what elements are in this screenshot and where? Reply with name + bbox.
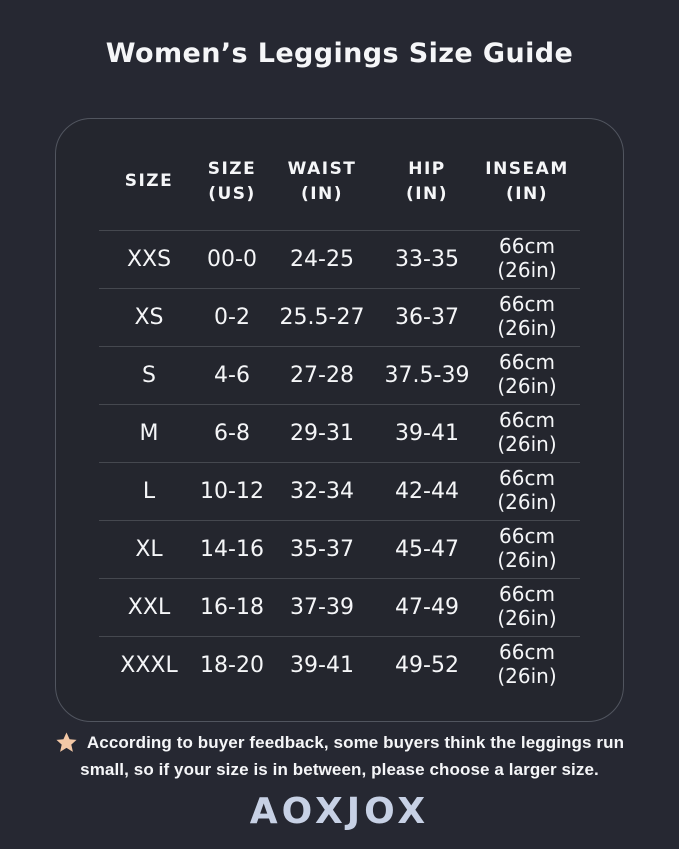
feedback-note-line1-wrap [55, 729, 624, 756]
feedback-note [0, 729, 679, 783]
column-header-line: SIZE [124, 171, 174, 192]
cell-inseam-in: (26in) [497, 374, 557, 398]
cell-inseam-in: (26in) [497, 606, 557, 630]
feedback-note-line1: According to buyer feedback, some buyers think the leggings run [86, 733, 625, 752]
table-body [56, 230, 623, 694]
cell-hip: 37.5-39 [384, 362, 470, 388]
cell-inseam-cm: 66cm [499, 350, 555, 375]
page-title: Women’s Leggings Size Guide [105, 38, 574, 69]
cell-size: XL [135, 536, 163, 562]
table-row [56, 288, 623, 346]
cell-hip: 45-47 [395, 536, 459, 562]
column-header-line: (IN) [505, 183, 549, 204]
cell-size-us: 0-2 [214, 304, 250, 330]
cell-inseam-cm: 66cm [499, 466, 555, 491]
cell-size-us: 00-0 [207, 246, 257, 272]
cell-inseam [472, 467, 582, 514]
cell-waist: 39-41 [290, 652, 354, 678]
column-header-line: INSEAM [485, 158, 569, 179]
cell-size: XXXL [120, 652, 178, 678]
column-header-line: WAIST [287, 158, 357, 179]
cell-inseam [472, 409, 582, 456]
table-row [56, 578, 623, 636]
table-row [56, 462, 623, 520]
cell-waist: 29-31 [290, 420, 354, 446]
cell-size: S [142, 362, 156, 388]
column-header-line: (IN) [405, 183, 449, 204]
cell-inseam-in: (26in) [497, 548, 557, 572]
cell-size-us: 10-12 [200, 478, 264, 504]
cell-size: XS [134, 304, 164, 330]
column-header-line: (US) [208, 183, 256, 204]
table-row [56, 520, 623, 578]
cell-inseam-cm: 66cm [499, 408, 555, 433]
cell-inseam-in: (26in) [497, 432, 557, 456]
table-row [56, 636, 623, 694]
table-row [56, 404, 623, 462]
cell-inseam-cm: 66cm [499, 582, 555, 607]
column-header-line: HIP [408, 158, 446, 179]
cell-inseam [472, 583, 582, 630]
size-table-card [55, 118, 624, 722]
table-header-row [56, 119, 623, 230]
cell-waist: 37-39 [290, 594, 354, 620]
feedback-note-line2: small, so if your size is in between, please choose a larger size. [80, 760, 599, 779]
cell-inseam [472, 641, 582, 688]
cell-size: L [142, 478, 156, 504]
cell-size-us: 4-6 [214, 362, 250, 388]
cell-size: XXL [127, 594, 171, 620]
cell-waist: 32-34 [290, 478, 354, 504]
cell-inseam-cm: 66cm [499, 292, 555, 317]
cell-inseam-in: (26in) [497, 664, 557, 688]
column-header-waist [262, 157, 382, 206]
column-header-inseam [472, 157, 582, 206]
column-header-line: (IN) [300, 183, 344, 204]
cell-inseam-in: (26in) [497, 316, 557, 340]
cell-waist: 35-37 [290, 536, 354, 562]
cell-inseam-cm: 66cm [499, 234, 555, 259]
cell-hip: 49-52 [395, 652, 459, 678]
cell-size-us: 18-20 [200, 652, 264, 678]
table-row [56, 346, 623, 404]
column-header-line: SIZE [207, 158, 257, 179]
cell-waist: 24-25 [290, 246, 354, 272]
cell-inseam [472, 235, 582, 282]
table-row [56, 230, 623, 288]
cell-size: XXS [126, 246, 172, 272]
cell-hip: 47-49 [395, 594, 459, 620]
cell-inseam-in: (26in) [497, 258, 557, 282]
column-header-size [96, 169, 202, 194]
star-icon [55, 731, 78, 754]
cell-hip: 33-35 [395, 246, 459, 272]
cell-inseam [472, 293, 582, 340]
cell-inseam-in: (26in) [497, 490, 557, 514]
column-header-hip [382, 157, 472, 206]
cell-waist: 25.5-27 [279, 304, 365, 330]
cell-hip: 36-37 [395, 304, 459, 330]
brand-logo: AOXJOX [249, 791, 430, 832]
cell-size-us: 14-16 [200, 536, 264, 562]
column-header-size-us [202, 157, 262, 206]
cell-hip: 42-44 [395, 478, 459, 504]
cell-size-us: 6-8 [214, 420, 250, 446]
cell-inseam-cm: 66cm [499, 640, 555, 665]
cell-inseam-cm: 66cm [499, 524, 555, 549]
cell-hip: 39-41 [395, 420, 459, 446]
cell-inseam [472, 351, 582, 398]
cell-waist: 27-28 [290, 362, 354, 388]
cell-size-us: 16-18 [200, 594, 264, 620]
cell-size: M [139, 420, 159, 446]
cell-inseam [472, 525, 582, 572]
